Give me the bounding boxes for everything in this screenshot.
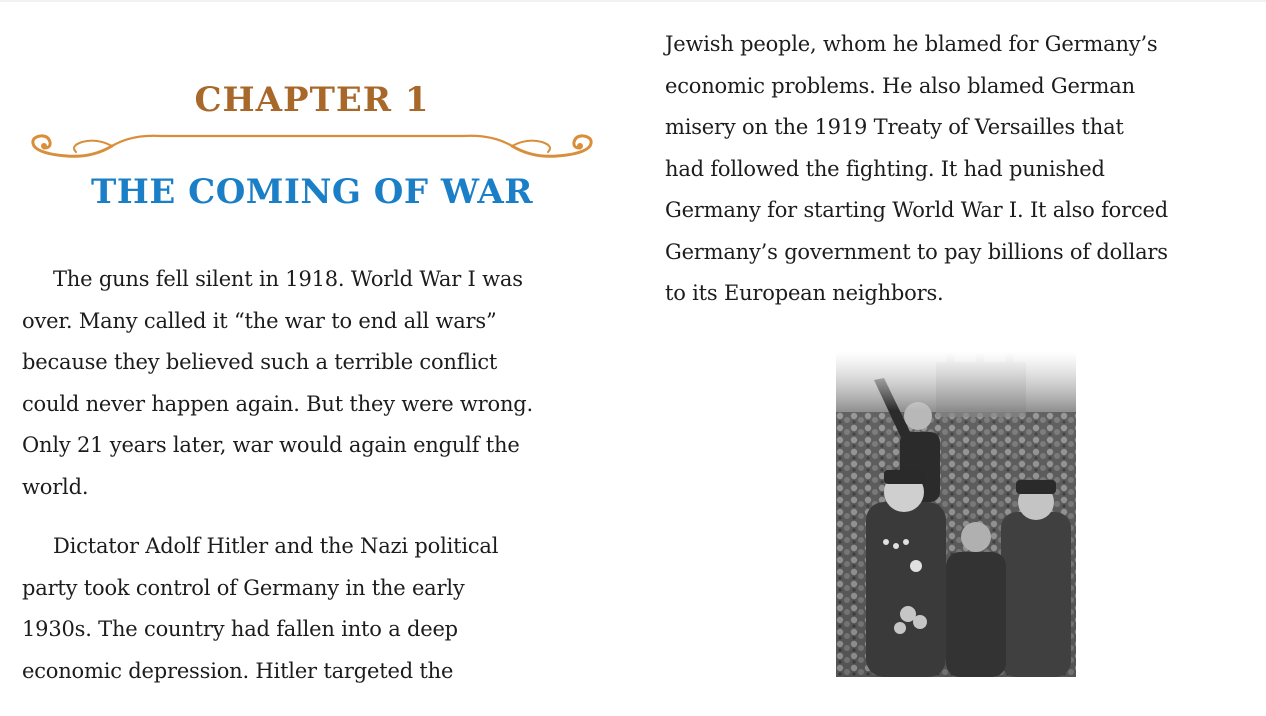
historical-photo (836, 352, 1076, 677)
text-line: world. (22, 474, 89, 499)
text-line: economic depression. Hitler targeted the (22, 658, 454, 683)
text-line: misery on the 1919 Treaty of Versailles that (665, 115, 1124, 139)
text-line: The guns fell silent in 1918. World War I was (53, 267, 523, 291)
text-line: Germany’s government to pay billions of dollars (665, 239, 1168, 264)
chapter-title: THE COMING OF WAR (90, 172, 534, 212)
chapter-number: CHAPTER 1 (194, 80, 430, 120)
text-line: because they believed such a terrible conflict (22, 350, 498, 374)
body-paragraph-2 (22, 526, 612, 692)
body-paragraph-3 (665, 24, 1255, 315)
text-line: over. Many called it “the war to end all wars” (22, 308, 497, 333)
ornament-flourish-icon (22, 124, 602, 170)
text-line: had followed the fighting. It had punished (665, 156, 1105, 181)
text-line: 1930s. The country had fallen into a deep (22, 617, 458, 641)
text-line: Dictator Adolf Hitler and the Nazi political (53, 534, 499, 558)
text-line: to its European neighbors. (665, 281, 944, 305)
text-line: economic problems. He also blamed German (665, 73, 1135, 98)
body-paragraph-1 (22, 259, 612, 508)
text-line: Germany for starting World War I. It also forced (665, 198, 1168, 222)
text-line: Only 21 years later, war would again engulf the (22, 433, 520, 457)
text-line: Jewish people, whom he blamed for Germany’s (665, 32, 1158, 56)
text-line: party took control of Germany in the early (22, 575, 465, 600)
text-line: could never happen again. But they were wrong. (22, 391, 534, 416)
top-divider (0, 0, 1266, 2)
